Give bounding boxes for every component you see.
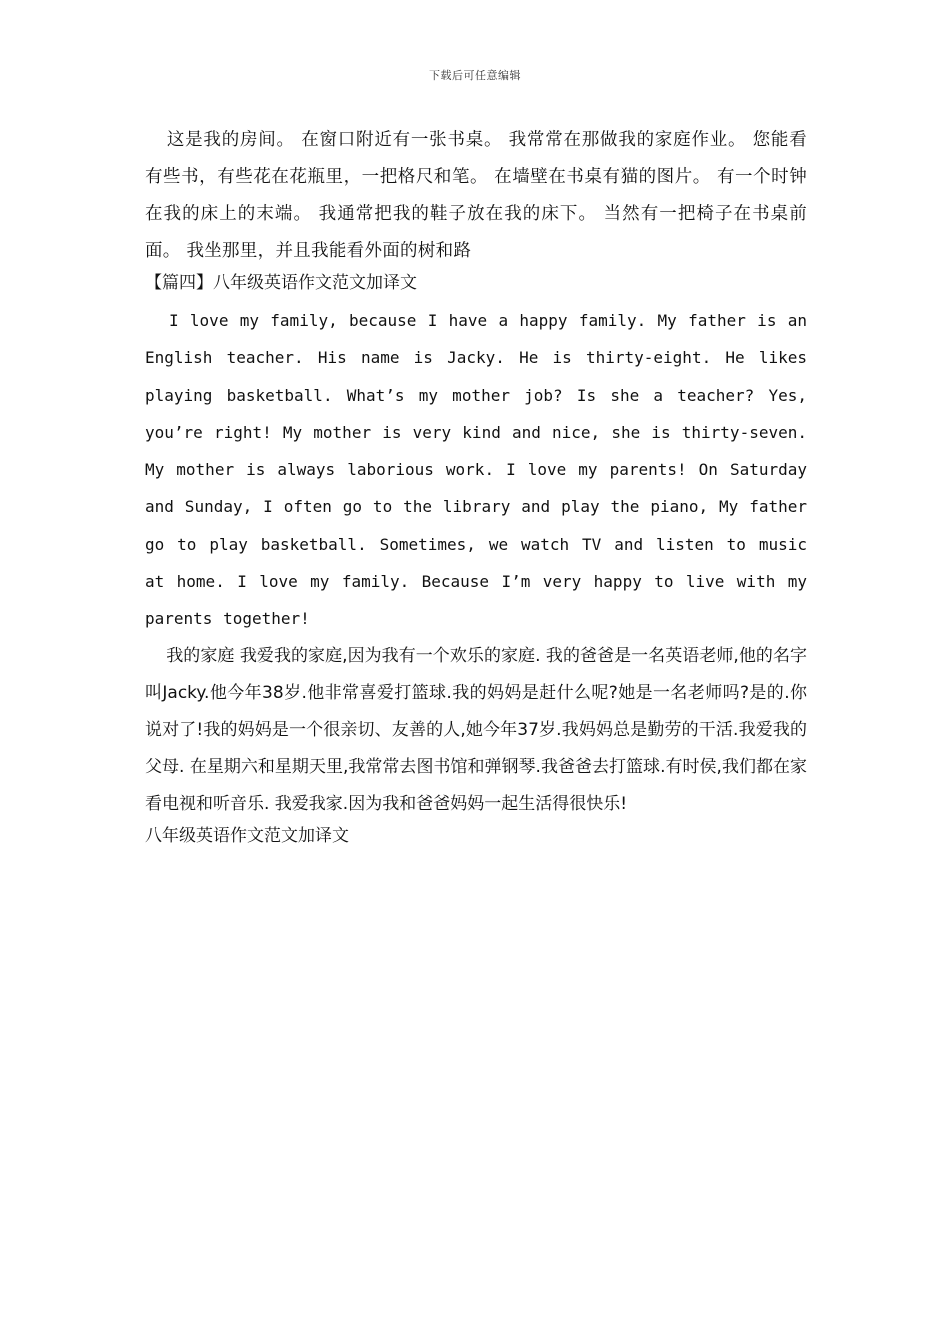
room-paragraph: 这是我的房间。 在窗口附近有一张书桌。 我常常在那做我的家庭作业。 您能看有些书，有些花在花瓶里，一把格尺和笔。 在墙壁在书桌有猫的图片。 有一个时钟在我的床上的末端。 我通常把我的鞋子放在我的床下。 当然有一把椅子在书桌前面。 我坐那里，并且我能看外面的树和路 bbox=[145, 130, 807, 261]
english-essay-paragraph: I love my family, because I have a happy family. My father is an English teacher. His name is Jacky. He is thirty-eight. He likes playing basketball. What’s my mother job? Is she a teacher? Yes, you’re right! My mother is very kind and nice, she is thirty-seven. My mother is always laborious work. I love my parents! On Saturday and Sunday, I often go to the library and play the piano, My father go to play basketball. Sometimes, we watch TV and listen to music at home. I love my family. Because I’m very happy to live with my parents together! bbox=[145, 311, 807, 629]
chinese-translation-paragraph: 我的家庭 我爱我的家庭,因为我有一个欢乐的家庭. 我的爸爸是一名英语老师,他的名字叫Jacky.他今年38岁.他非常喜爱打篮球.我的妈妈是赶什么呢?她是一名老师吗?是的.你说对了!我的妈妈是一个很亲切、友善的人,她今年37岁.我妈妈总是勤劳的干活.我爱我的父母. 在星期六和星期天里,我常常去图书馆和弹钢琴.我爸爸去打篮球.有时侯,我们都在家看电视和听音乐. 我爱我家.因为我和爸爸妈妈一起生活得很快乐! bbox=[145, 645, 807, 814]
document-body bbox=[145, 122, 807, 849]
header-note: 下载后可任意编辑 bbox=[429, 69, 521, 82]
section-heading: 【篇四】八年级英语作文范文加译文 bbox=[145, 273, 417, 293]
footer-title: 八年级英语作文范文加译文 bbox=[145, 825, 349, 846]
